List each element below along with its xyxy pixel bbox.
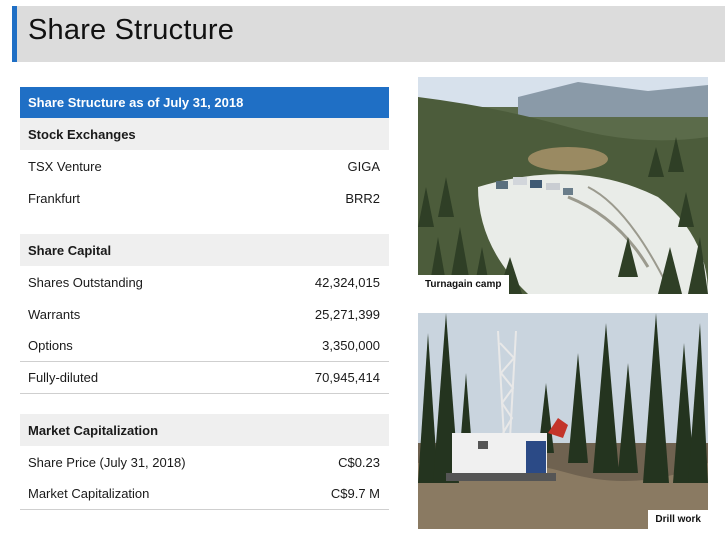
row-label: Market Capitalization bbox=[28, 486, 150, 501]
table-row bbox=[20, 330, 389, 362]
row-label: Frankfurt bbox=[28, 190, 81, 206]
drill-caption: Drill work bbox=[648, 510, 708, 529]
camp-caption: Turnagain camp bbox=[418, 275, 509, 294]
table-row bbox=[20, 266, 389, 298]
row-label: Share Price (July 31, 2018) bbox=[28, 454, 186, 470]
row-label: Warrants bbox=[28, 306, 81, 322]
turnagain-camp-photo bbox=[418, 77, 708, 294]
row-value: C$9.7 M bbox=[330, 486, 380, 501]
table-header bbox=[20, 87, 389, 118]
row-label: Fully-diluted bbox=[28, 370, 99, 385]
drill-work-photo bbox=[418, 313, 708, 529]
table-row bbox=[20, 298, 389, 330]
section-share-capital bbox=[20, 234, 389, 266]
table-row bbox=[20, 478, 389, 510]
row-value: 3,350,000 bbox=[322, 338, 380, 353]
table-row bbox=[20, 446, 389, 478]
table-row bbox=[20, 362, 389, 394]
row-value: GIGA bbox=[347, 158, 380, 174]
row-value: 42,324,015 bbox=[314, 274, 380, 290]
table-row bbox=[20, 182, 389, 214]
row-label: Shares Outstanding bbox=[28, 274, 143, 290]
section-title: Stock Exchanges bbox=[28, 126, 136, 142]
section-title: Share Capital bbox=[28, 242, 112, 258]
title-accent-bar bbox=[12, 6, 17, 62]
page-title: Share Structure bbox=[28, 14, 235, 46]
row-label: Options bbox=[28, 338, 73, 353]
table-spacer bbox=[20, 394, 389, 414]
row-label: TSX Venture bbox=[28, 158, 102, 174]
table-row bbox=[20, 150, 389, 182]
table-header-label: Share Structure as of July 31, 2018 bbox=[28, 95, 244, 110]
section-market-capitalization bbox=[20, 414, 389, 446]
row-value: 70,945,414 bbox=[314, 370, 380, 385]
share-structure-table bbox=[20, 87, 389, 510]
row-value: C$0.23 bbox=[338, 454, 380, 470]
table-spacer bbox=[20, 214, 389, 234]
row-value: BRR2 bbox=[345, 190, 380, 206]
row-value: 25,271,399 bbox=[314, 306, 380, 322]
section-stock-exchanges bbox=[20, 118, 389, 150]
section-title: Market Capitalization bbox=[28, 422, 159, 438]
